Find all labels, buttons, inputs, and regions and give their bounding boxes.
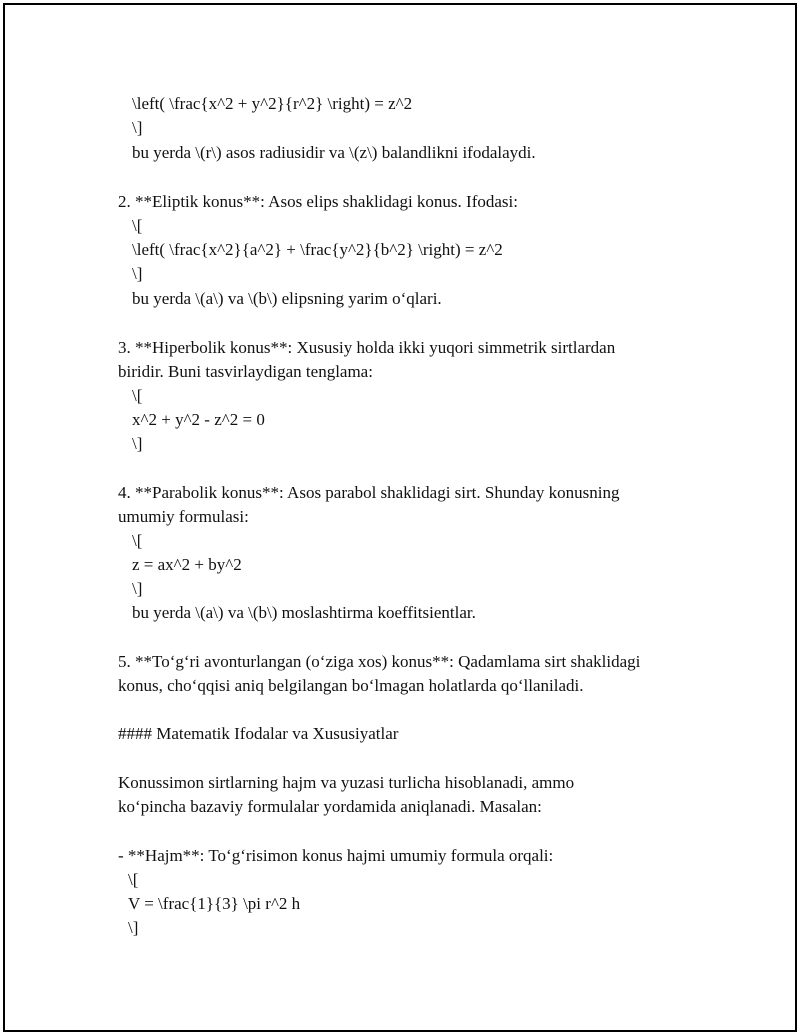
text-line: biridir. Buni tasvirlaydigan tenglama: [118,362,373,381]
list-item-heading: 5. **To‘g‘ri avonturlangan (o‘ziga xos) konus**: Qadamlama sirt shaklidagi [118,652,641,671]
formula-delimiter: \] [132,579,143,598]
formula-line: V = \frac{1}{3} \pi r^2 h [128,894,301,913]
formula-delimiter: \[ [132,531,143,550]
formula-delimiter: \[ [132,216,143,235]
text-line: bu yerda \(a\) va \(b\) moslashtirma koeffitsientlar. [132,603,476,622]
formula-line: z = ax^2 + by^2 [132,555,242,574]
text-line: konus, cho‘qqisi aniq belgilangan bo‘lmagan holatlarda qo‘llaniladi. [118,676,584,695]
formula-delimiter: \] [132,434,143,453]
text-line: bu yerda \(a\) va \(b\) elipsning yarim o‘qlari. [132,289,442,308]
text-line: Konussimon sirtlarning hajm va yuzasi turlicha hisoblanadi, ammo [118,773,575,792]
text-line: bu yerda \(r\) asos radiusidir va \(z\) balandlikni ifodalaydi. [132,143,536,162]
formula-delimiter: \] [132,264,143,283]
formula-delimiter: \[ [128,870,139,889]
text-line: umumiy formulasi: [118,507,249,526]
text-line: ko‘pincha bazaviy formulalar yordamida aniqlanadi. Masalan: [118,797,542,816]
list-item-heading: 3. **Hiperbolik konus**: Xususiy holda ikki yuqori simmetrik sirtlardan [118,338,616,357]
formula-line: x^2 + y^2 - z^2 = 0 [132,410,265,429]
formula-delimiter: \[ [132,386,143,405]
bullet-item: - **Hajm**: To‘g‘risimon konus hajmi umumiy formula orqali: [118,846,554,865]
formula-delimiter: \] [128,918,139,937]
formula-delimiter: \] [132,118,143,137]
formula-line: \left( \frac{x^2}{a^2} + \frac{y^2}{b^2} \right) = z^2 [132,240,503,259]
list-item-heading: 2. **Eliptik konus**: Asos elips shaklidagi konus. Ifodasi: [118,192,518,211]
section-heading: #### Matematik Ifodalar va Xususiyatlar [118,724,399,743]
formula-line: \left( \frac{x^2 + y^2}{r^2} \right) = z^2 [132,94,413,113]
list-item-heading: 4. **Parabolik konus**: Asos parabol shaklidagi sirt. Shunday konusning [118,483,620,502]
